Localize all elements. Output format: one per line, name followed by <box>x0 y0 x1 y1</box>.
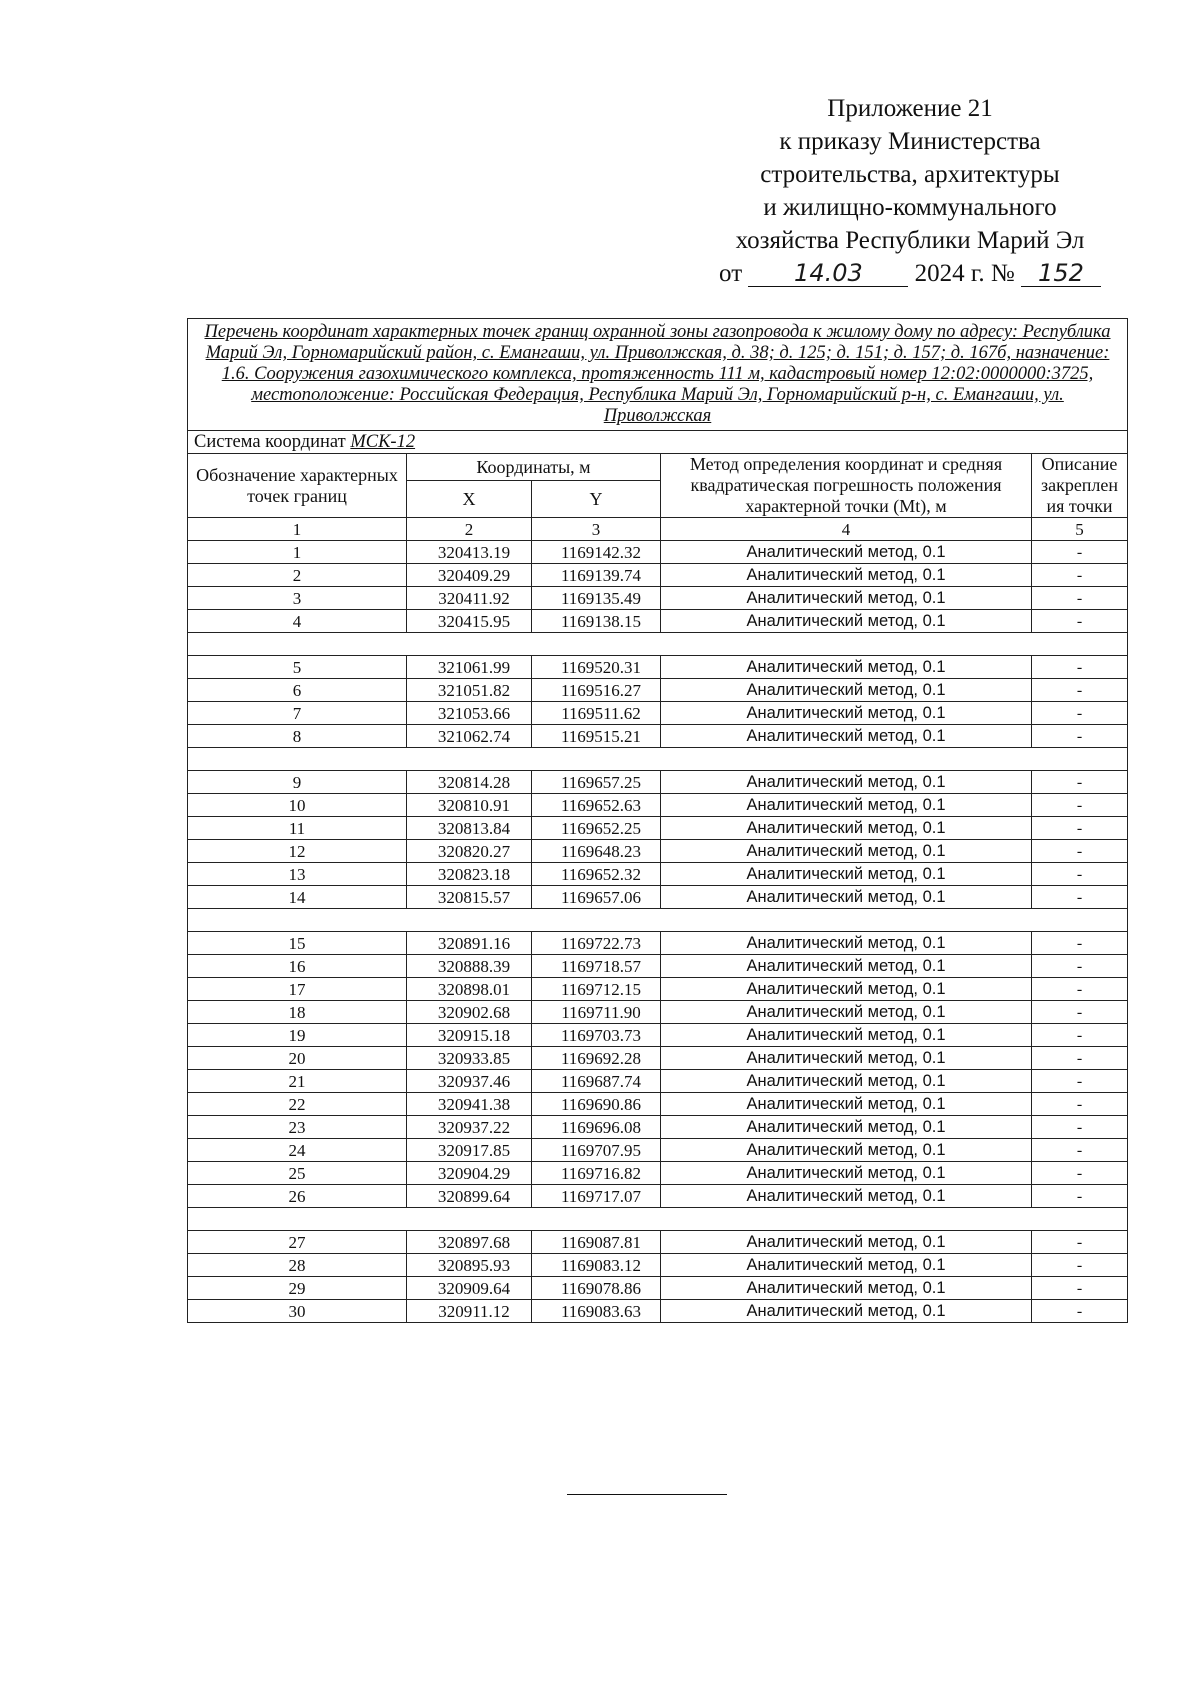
column-number: 3 <box>532 518 661 541</box>
table-row <box>188 817 1128 840</box>
coord-x: 320899.64 <box>407 1185 532 1208</box>
table-row <box>188 1254 1128 1277</box>
group-separator-row <box>188 633 1128 656</box>
coord-x: 320933.85 <box>407 1047 532 1070</box>
point-id: 4 <box>188 610 407 633</box>
table-row <box>188 1185 1128 1208</box>
coord-x: 320411.92 <box>407 587 532 610</box>
system-row <box>188 431 1128 454</box>
coord-x: 320814.28 <box>407 771 532 794</box>
coord-y: 1169687.74 <box>532 1070 661 1093</box>
coord-y: 1169139.74 <box>532 564 661 587</box>
point-id: 15 <box>188 932 407 955</box>
coord-y: 1169716.82 <box>532 1162 661 1185</box>
coord-y: 1169712.15 <box>532 978 661 1001</box>
table-row <box>188 771 1128 794</box>
coord-x: 320415.95 <box>407 610 532 633</box>
table-row <box>188 1300 1128 1323</box>
point-id: 2 <box>188 564 407 587</box>
table-row <box>188 610 1128 633</box>
column-number: 1 <box>188 518 407 541</box>
description-cell: - <box>1032 702 1128 725</box>
handwritten-number: 152 <box>1021 260 1101 287</box>
coordinate-system <box>188 431 1128 454</box>
description-cell: - <box>1032 817 1128 840</box>
table-row <box>188 840 1128 863</box>
description-cell: - <box>1032 978 1128 1001</box>
description-cell: - <box>1032 840 1128 863</box>
point-id: 1 <box>188 541 407 564</box>
coord-y: 1169657.25 <box>532 771 661 794</box>
column-number: 5 <box>1032 518 1128 541</box>
coord-y: 1169652.32 <box>532 863 661 886</box>
method-cell: Аналитический метод, 0.1 <box>661 587 1032 610</box>
point-id: 27 <box>188 1231 407 1254</box>
coord-x: 320820.27 <box>407 840 532 863</box>
point-id: 14 <box>188 886 407 909</box>
coord-x: 320915.18 <box>407 1024 532 1047</box>
coord-x: 320823.18 <box>407 863 532 886</box>
method-cell: Аналитический метод, 0.1 <box>661 1277 1032 1300</box>
point-id: 13 <box>188 863 407 886</box>
coord-x: 320909.64 <box>407 1277 532 1300</box>
coord-y: 1169078.86 <box>532 1277 661 1300</box>
coord-y: 1169703.73 <box>532 1024 661 1047</box>
coord-y: 1169138.15 <box>532 610 661 633</box>
appendix-line-3: строительства, архитектуры <box>760 161 1060 188</box>
table-row <box>188 1231 1128 1254</box>
description-cell: - <box>1032 863 1128 886</box>
point-id: 20 <box>188 1047 407 1070</box>
point-id: 5 <box>188 656 407 679</box>
coord-x: 321062.74 <box>407 725 532 748</box>
coord-x: 320902.68 <box>407 1001 532 1024</box>
description-cell: - <box>1032 541 1128 564</box>
point-id: 28 <box>188 1254 407 1277</box>
coord-x: 320810.91 <box>407 794 532 817</box>
point-id: 7 <box>188 702 407 725</box>
point-id: 11 <box>188 817 407 840</box>
coord-x: 320413.19 <box>407 541 532 564</box>
method-cell: Аналитический метод, 0.1 <box>661 1093 1032 1116</box>
method-cell: Аналитический метод, 0.1 <box>661 955 1032 978</box>
point-id: 9 <box>188 771 407 794</box>
coord-x: 320891.16 <box>407 932 532 955</box>
method-cell: Аналитический метод, 0.1 <box>661 1024 1032 1047</box>
description-cell: - <box>1032 587 1128 610</box>
table-row <box>188 1139 1128 1162</box>
coord-y: 1169142.32 <box>532 541 661 564</box>
table-row <box>188 932 1128 955</box>
method-cell: Аналитический метод, 0.1 <box>661 817 1032 840</box>
description-cell: - <box>1032 1070 1128 1093</box>
end-divider <box>567 1494 727 1495</box>
header-y: Y <box>532 481 661 518</box>
method-cell: Аналитический метод, 0.1 <box>661 1231 1032 1254</box>
method-cell: Аналитический метод, 0.1 <box>661 564 1032 587</box>
coord-x: 320898.01 <box>407 978 532 1001</box>
description-cell: - <box>1032 656 1128 679</box>
method-cell: Аналитический метод, 0.1 <box>661 1047 1032 1070</box>
coord-x: 320895.93 <box>407 1254 532 1277</box>
coord-y: 1169511.62 <box>532 702 661 725</box>
method-cell: Аналитический метод, 0.1 <box>661 1162 1032 1185</box>
appendix-line-4: и жилищно-коммунального <box>763 194 1057 221</box>
method-cell: Аналитический метод, 0.1 <box>661 863 1032 886</box>
table-row <box>188 1024 1128 1047</box>
header-coordinates: Координаты, м <box>407 454 661 481</box>
coordinates-table-body <box>188 319 1128 1323</box>
coord-y: 1169520.31 <box>532 656 661 679</box>
table-row <box>188 679 1128 702</box>
coord-x: 320813.84 <box>407 817 532 840</box>
description-cell: - <box>1032 1093 1128 1116</box>
coord-y: 1169722.73 <box>532 932 661 955</box>
point-id: 3 <box>188 587 407 610</box>
header-row-1 <box>188 454 1128 481</box>
method-cell: Аналитический метод, 0.1 <box>661 1116 1032 1139</box>
table-row <box>188 1116 1128 1139</box>
table-row <box>188 1070 1128 1093</box>
table-row <box>188 794 1128 817</box>
coord-y: 1169696.08 <box>532 1116 661 1139</box>
point-id: 21 <box>188 1070 407 1093</box>
coord-x: 320911.12 <box>407 1300 532 1323</box>
method-cell: Аналитический метод, 0.1 <box>661 840 1032 863</box>
method-cell: Аналитический метод, 0.1 <box>661 1185 1032 1208</box>
group-separator-row <box>188 748 1128 771</box>
description-cell: - <box>1032 610 1128 633</box>
description-cell: - <box>1032 1116 1128 1139</box>
coord-y: 1169707.95 <box>532 1139 661 1162</box>
appendix-line-5: хозяйства Республики Марий Эл <box>735 227 1085 254</box>
coord-x: 320409.29 <box>407 564 532 587</box>
description-cell: - <box>1032 1231 1128 1254</box>
coord-x: 320815.57 <box>407 886 532 909</box>
method-cell: Аналитический метод, 0.1 <box>661 1001 1032 1024</box>
table-row <box>188 1093 1128 1116</box>
description-cell: - <box>1032 1185 1128 1208</box>
coord-y: 1169515.21 <box>532 725 661 748</box>
table-row <box>188 1162 1128 1185</box>
description-cell: - <box>1032 771 1128 794</box>
coord-y: 1169692.28 <box>532 1047 661 1070</box>
coord-y: 1169083.12 <box>532 1254 661 1277</box>
method-cell: Аналитический метод, 0.1 <box>661 1254 1032 1277</box>
coord-x: 321061.99 <box>407 656 532 679</box>
point-id: 26 <box>188 1185 407 1208</box>
group-separator <box>188 633 1128 656</box>
header-description: Описание закрепления точки <box>1032 454 1128 518</box>
method-cell: Аналитический метод, 0.1 <box>661 702 1032 725</box>
point-id: 6 <box>188 679 407 702</box>
appendix-line-1: Приложение 21 <box>827 95 993 122</box>
table-row <box>188 656 1128 679</box>
table-row <box>188 1047 1128 1070</box>
coord-x: 320888.39 <box>407 955 532 978</box>
coordinate-system-value: МСК-12 <box>350 431 416 452</box>
caption-row <box>188 319 1128 431</box>
coordinates-table <box>187 318 1128 1323</box>
coord-y: 1169516.27 <box>532 679 661 702</box>
coord-y: 1169648.23 <box>532 840 661 863</box>
coord-y: 1169657.06 <box>532 886 661 909</box>
coordinate-system-label: Система координат <box>194 431 346 452</box>
table-row <box>188 886 1128 909</box>
coord-x: 320897.68 <box>407 1231 532 1254</box>
method-cell: Аналитический метод, 0.1 <box>661 1300 1032 1323</box>
method-cell: Аналитический метод, 0.1 <box>661 1070 1032 1093</box>
point-id: 22 <box>188 1093 407 1116</box>
table-row <box>188 1277 1128 1300</box>
method-cell: Аналитический метод, 0.1 <box>661 771 1032 794</box>
point-id: 17 <box>188 978 407 1001</box>
column-number: 2 <box>407 518 532 541</box>
point-id: 16 <box>188 955 407 978</box>
point-id: 23 <box>188 1116 407 1139</box>
table-row <box>188 725 1128 748</box>
point-id: 10 <box>188 794 407 817</box>
coord-y: 1169135.49 <box>532 587 661 610</box>
description-cell: - <box>1032 1024 1128 1047</box>
method-cell: Аналитический метод, 0.1 <box>661 656 1032 679</box>
method-cell: Аналитический метод, 0.1 <box>661 794 1032 817</box>
table-row <box>188 702 1128 725</box>
table-row <box>188 1001 1128 1024</box>
method-cell: Аналитический метод, 0.1 <box>661 610 1032 633</box>
column-numbers-row <box>188 518 1128 541</box>
column-number: 4 <box>661 518 1032 541</box>
coord-x: 320904.29 <box>407 1162 532 1185</box>
coord-y: 1169717.07 <box>532 1185 661 1208</box>
header-x: X <box>407 481 532 518</box>
method-cell: Аналитический метод, 0.1 <box>661 932 1032 955</box>
coord-x: 320937.46 <box>407 1070 532 1093</box>
description-cell: - <box>1032 1277 1128 1300</box>
coord-x: 321051.82 <box>407 679 532 702</box>
method-cell: Аналитический метод, 0.1 <box>661 886 1032 909</box>
description-cell: - <box>1032 1001 1128 1024</box>
coord-y: 1169718.57 <box>532 955 661 978</box>
coord-y: 1169083.63 <box>532 1300 661 1323</box>
point-id: 24 <box>188 1139 407 1162</box>
header-method: Метод определения координат и средняя квадратическая погрешность положения характерной точки (Mt), м <box>661 454 1032 518</box>
description-cell: - <box>1032 1254 1128 1277</box>
description-cell: - <box>1032 1300 1128 1323</box>
appendix-date-line <box>680 257 1140 290</box>
table-caption: Перечень координат характерных точек границ охранной зоны газопровода к жилому дому по адресу: Республика Марий Эл, Горномарийский район, с. Емангаши, ул. Приволжская, д. 38; д. 125; д. 151; д. 157; д. 167б, назначение: 1.6. Сооружения газохимического комплекса, протяженность 111 м, кадастровый номер 12:02:0000000:3725, местоположение: Российская Федерация, Республика Марий Эл, Горномарийский р-н, с. Емангаши, ул. Приволжская <box>188 319 1128 431</box>
table-row <box>188 587 1128 610</box>
group-separator-row <box>188 909 1128 932</box>
method-cell: Аналитический метод, 0.1 <box>661 541 1032 564</box>
group-separator-row <box>188 1208 1128 1231</box>
coord-y: 1169711.90 <box>532 1001 661 1024</box>
point-id: 18 <box>188 1001 407 1024</box>
handwritten-date: 14.03 <box>748 260 908 287</box>
header-point-designation: Обозначение характерных точек границ <box>188 454 407 518</box>
description-cell: - <box>1032 679 1128 702</box>
coord-x: 320937.22 <box>407 1116 532 1139</box>
year-label: 2024 г. № <box>914 260 1015 287</box>
description-cell: - <box>1032 1047 1128 1070</box>
method-cell: Аналитический метод, 0.1 <box>661 725 1032 748</box>
description-cell: - <box>1032 1162 1128 1185</box>
point-id: 19 <box>188 1024 407 1047</box>
table-row <box>188 955 1128 978</box>
description-cell: - <box>1032 794 1128 817</box>
group-separator <box>188 1208 1128 1231</box>
coord-x: 320917.85 <box>407 1139 532 1162</box>
appendix-header <box>680 92 1140 290</box>
description-cell: - <box>1032 1139 1128 1162</box>
group-separator <box>188 748 1128 771</box>
description-cell: - <box>1032 955 1128 978</box>
description-cell: - <box>1032 564 1128 587</box>
group-separator <box>188 909 1128 932</box>
coord-x: 320941.38 <box>407 1093 532 1116</box>
coord-y: 1169652.63 <box>532 794 661 817</box>
method-cell: Аналитический метод, 0.1 <box>661 1139 1032 1162</box>
method-cell: Аналитический метод, 0.1 <box>661 978 1032 1001</box>
from-label: от <box>719 260 743 287</box>
table-row <box>188 863 1128 886</box>
coord-y: 1169690.86 <box>532 1093 661 1116</box>
appendix-line-2: к приказу Министерства <box>779 128 1041 155</box>
point-id: 29 <box>188 1277 407 1300</box>
point-id: 25 <box>188 1162 407 1185</box>
description-cell: - <box>1032 932 1128 955</box>
description-cell: - <box>1032 725 1128 748</box>
table-row <box>188 978 1128 1001</box>
table-row <box>188 564 1128 587</box>
description-cell: - <box>1032 886 1128 909</box>
point-id: 30 <box>188 1300 407 1323</box>
coord-y: 1169652.25 <box>532 817 661 840</box>
method-cell: Аналитический метод, 0.1 <box>661 679 1032 702</box>
point-id: 8 <box>188 725 407 748</box>
point-id: 12 <box>188 840 407 863</box>
coord-x: 321053.66 <box>407 702 532 725</box>
table-row <box>188 541 1128 564</box>
coord-y: 1169087.81 <box>532 1231 661 1254</box>
